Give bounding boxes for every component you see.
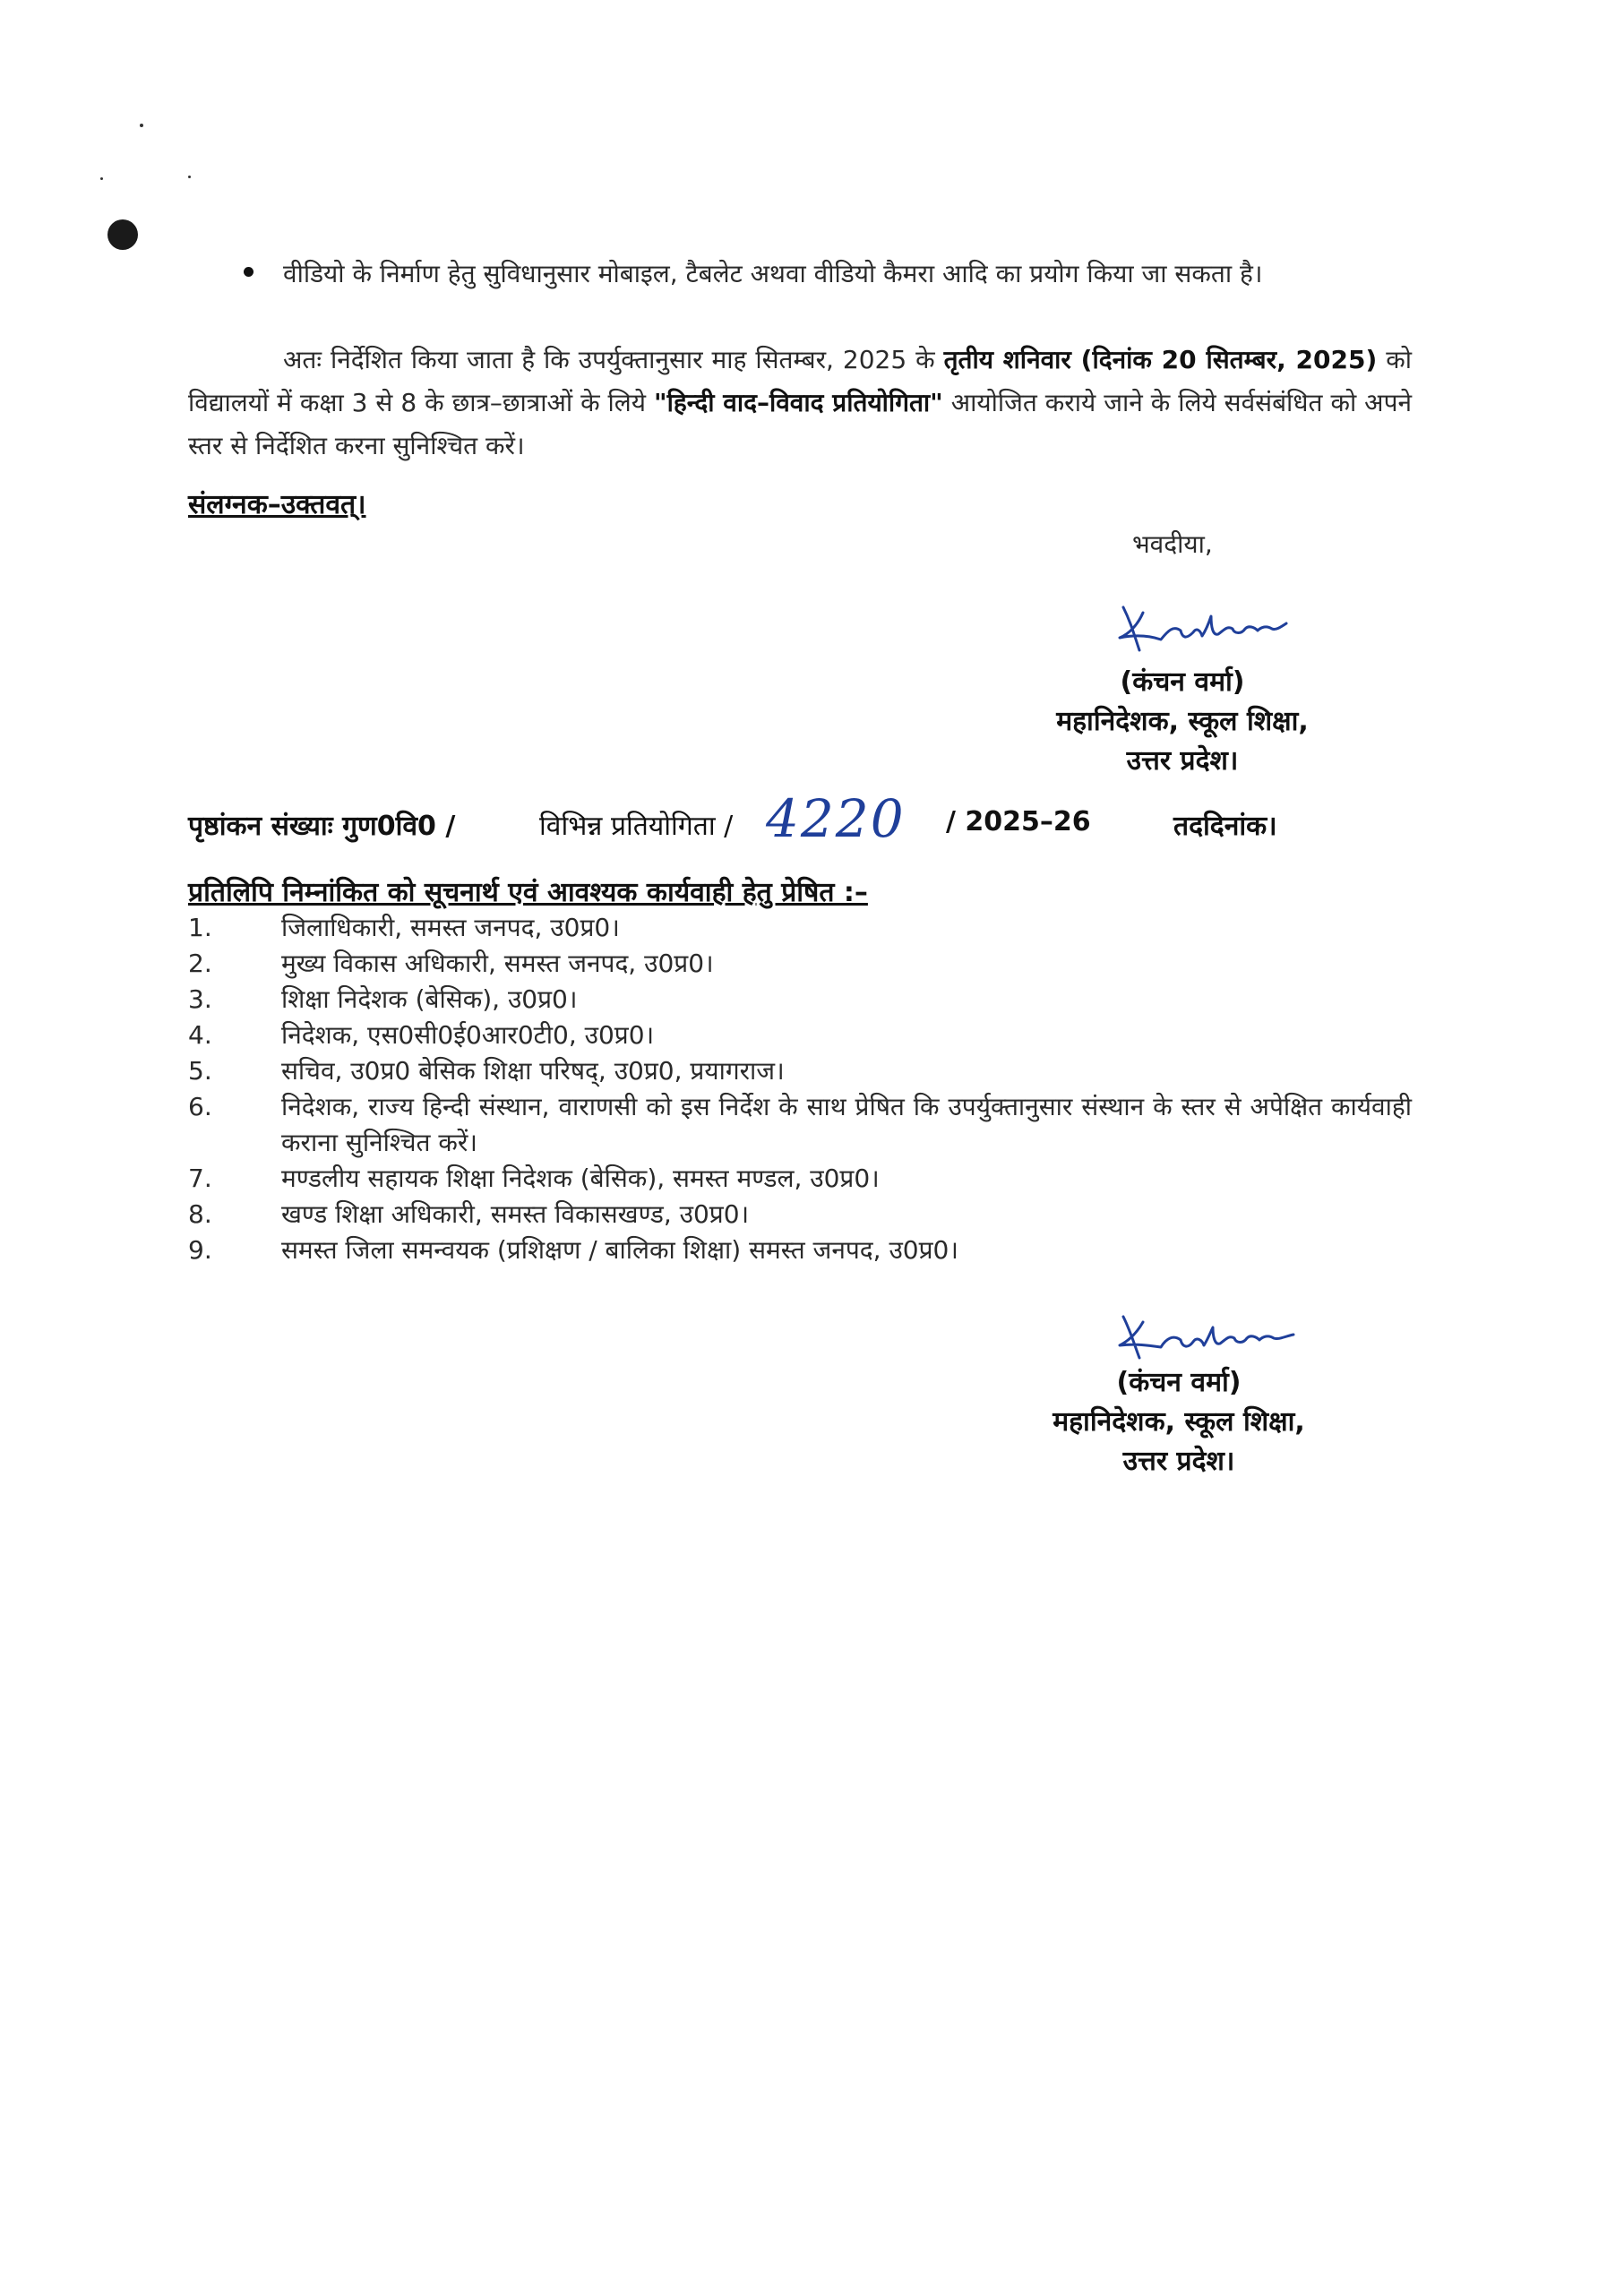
signatory-designation: महानिदेशक, स्कूल शिक्षा,	[1056, 706, 1309, 737]
list-item-text: मुख्य विकास अधिकारी, समस्त जनपद, उ0प्र0।	[281, 949, 714, 978]
list-item-text: निदेशक, राज्य हिन्दी संस्थान, वाराणसी को इस निर्देश के साथ प्रेषित कि उपर्युक्तानुसार संस्थान के स्तर से अपेक्षित कार्यवाही कराना सुनिश्चित करें।	[281, 1092, 1412, 1157]
closing-salutation: भवदीया,	[1132, 529, 1213, 559]
bullet-icon	[244, 267, 253, 277]
paragraph-part3: आयोजित कराये जाने के लिये सर्वसंबंधित को अपने स्तर से निर्देशित करना सुनिश्चित करें।	[188, 388, 1413, 460]
list-item	[188, 1089, 1412, 1161]
list-item-text: शिक्षा निदेशक (बेसिक), उ0प्र0।	[281, 984, 578, 1014]
list-item-text: जिलाधिकारी, समस्त जनपद, उ0प्र0।	[281, 913, 620, 942]
signatory-block-2	[1000, 1363, 1358, 1481]
list-item	[188, 1197, 1412, 1232]
signature-image	[1111, 595, 1317, 666]
list-item-number: 8.	[188, 1199, 212, 1229]
list-item-number: 2.	[188, 949, 212, 978]
enclosure-note: संलग्नक–उक्तवत्।	[188, 489, 366, 520]
list-item	[188, 946, 1412, 982]
paragraph-bold-date: तृतीय शनिवार (दिनांक 20 सितम्बर, 2025)	[943, 345, 1378, 374]
list-item-text: निदेशक, एस0सी0ई0आर0टी0, उ0प्र0।	[281, 1020, 655, 1050]
endorsement-year: / 2025–26	[946, 806, 1091, 837]
scan-speck	[188, 176, 191, 178]
paragraph-part1: अतः निर्देशित किया जाता है कि उपर्युक्तानुसार माह सितम्बर, 2025 के	[283, 345, 944, 374]
scan-speck	[100, 177, 103, 180]
signature-image	[1111, 1308, 1317, 1370]
endorsement-category: विभिन्न प्रतियोगिता /	[539, 811, 734, 842]
scan-speck	[140, 124, 143, 127]
list-item-number: 7.	[188, 1164, 212, 1193]
list-item	[188, 982, 1412, 1018]
list-item-number: 1.	[188, 913, 212, 942]
punch-hole	[107, 219, 138, 250]
paragraph-part2: को विद्यालयों में कक्षा 3 से 8 के छात्र–छात्राओं के लिये	[188, 345, 1412, 417]
list-item	[188, 1018, 1412, 1053]
list-item-text: मण्डलीय सहायक शिक्षा निदेशक (बेसिक), समस्त मण्डल, उ0प्र0।	[281, 1164, 880, 1193]
signatory-name: (कंचन वर्मा)	[1116, 1367, 1242, 1398]
list-item-text: खण्ड शिक्षा अधिकारी, समस्त विकासखण्ड, उ0प्र0।	[281, 1199, 750, 1229]
signatory-block	[1003, 663, 1362, 781]
copy-heading: प्रतिलिपि निम्नांकित को सूचनार्थ एवं आवश्यक कार्यवाही हेतु प्रेषित :–	[188, 877, 868, 908]
list-item	[188, 1161, 1412, 1197]
list-item-number: 4.	[188, 1020, 212, 1050]
copy-list	[188, 910, 1412, 1268]
list-item-number: 5.	[188, 1056, 212, 1086]
signatory-state: उत्तर प्रदेश।	[1126, 745, 1239, 777]
list-item	[188, 1053, 1412, 1089]
instruction-paragraph	[188, 339, 1412, 468]
list-item-number: 3.	[188, 984, 212, 1014]
endorsement-prefix: पृष्ठांकन संख्याः गुण0वि0 /	[188, 811, 456, 842]
endorsement-number: 4220	[766, 788, 906, 849]
list-item-number: 6.	[188, 1092, 212, 1121]
signatory-designation: महानिदेशक, स्कूल शिक्षा,	[1053, 1406, 1305, 1438]
list-item	[188, 1232, 1412, 1268]
list-item-number: 9.	[188, 1235, 212, 1265]
paragraph-bold-competition: "हिन्दी वाद–विवाद प्रतियोगिता"	[654, 388, 943, 417]
list-item-text: समस्त जिला समन्वयक (प्रशिक्षण / बालिका शिक्षा) समस्त जनपद, उ0प्र0।	[281, 1235, 958, 1265]
bullet-text: वीडियो के निर्माण हेतु सुविधानुसार मोबाइल, टैबलेट अथवा वीडियो कैमरा आदि का प्रयोग किया जा सकता है।	[283, 259, 1263, 288]
endorsement-date: तददिनांक।	[1173, 811, 1277, 842]
signatory-name: (कंचन वर्मा)	[1120, 666, 1245, 698]
list-item	[188, 910, 1412, 946]
signatory-state: उत्तर प्रदेश।	[1122, 1446, 1235, 1477]
list-item-text: सचिव, उ0प्र0 बेसिक शिक्षा परिषद्, उ0प्र0, प्रयागराज।	[281, 1056, 785, 1086]
